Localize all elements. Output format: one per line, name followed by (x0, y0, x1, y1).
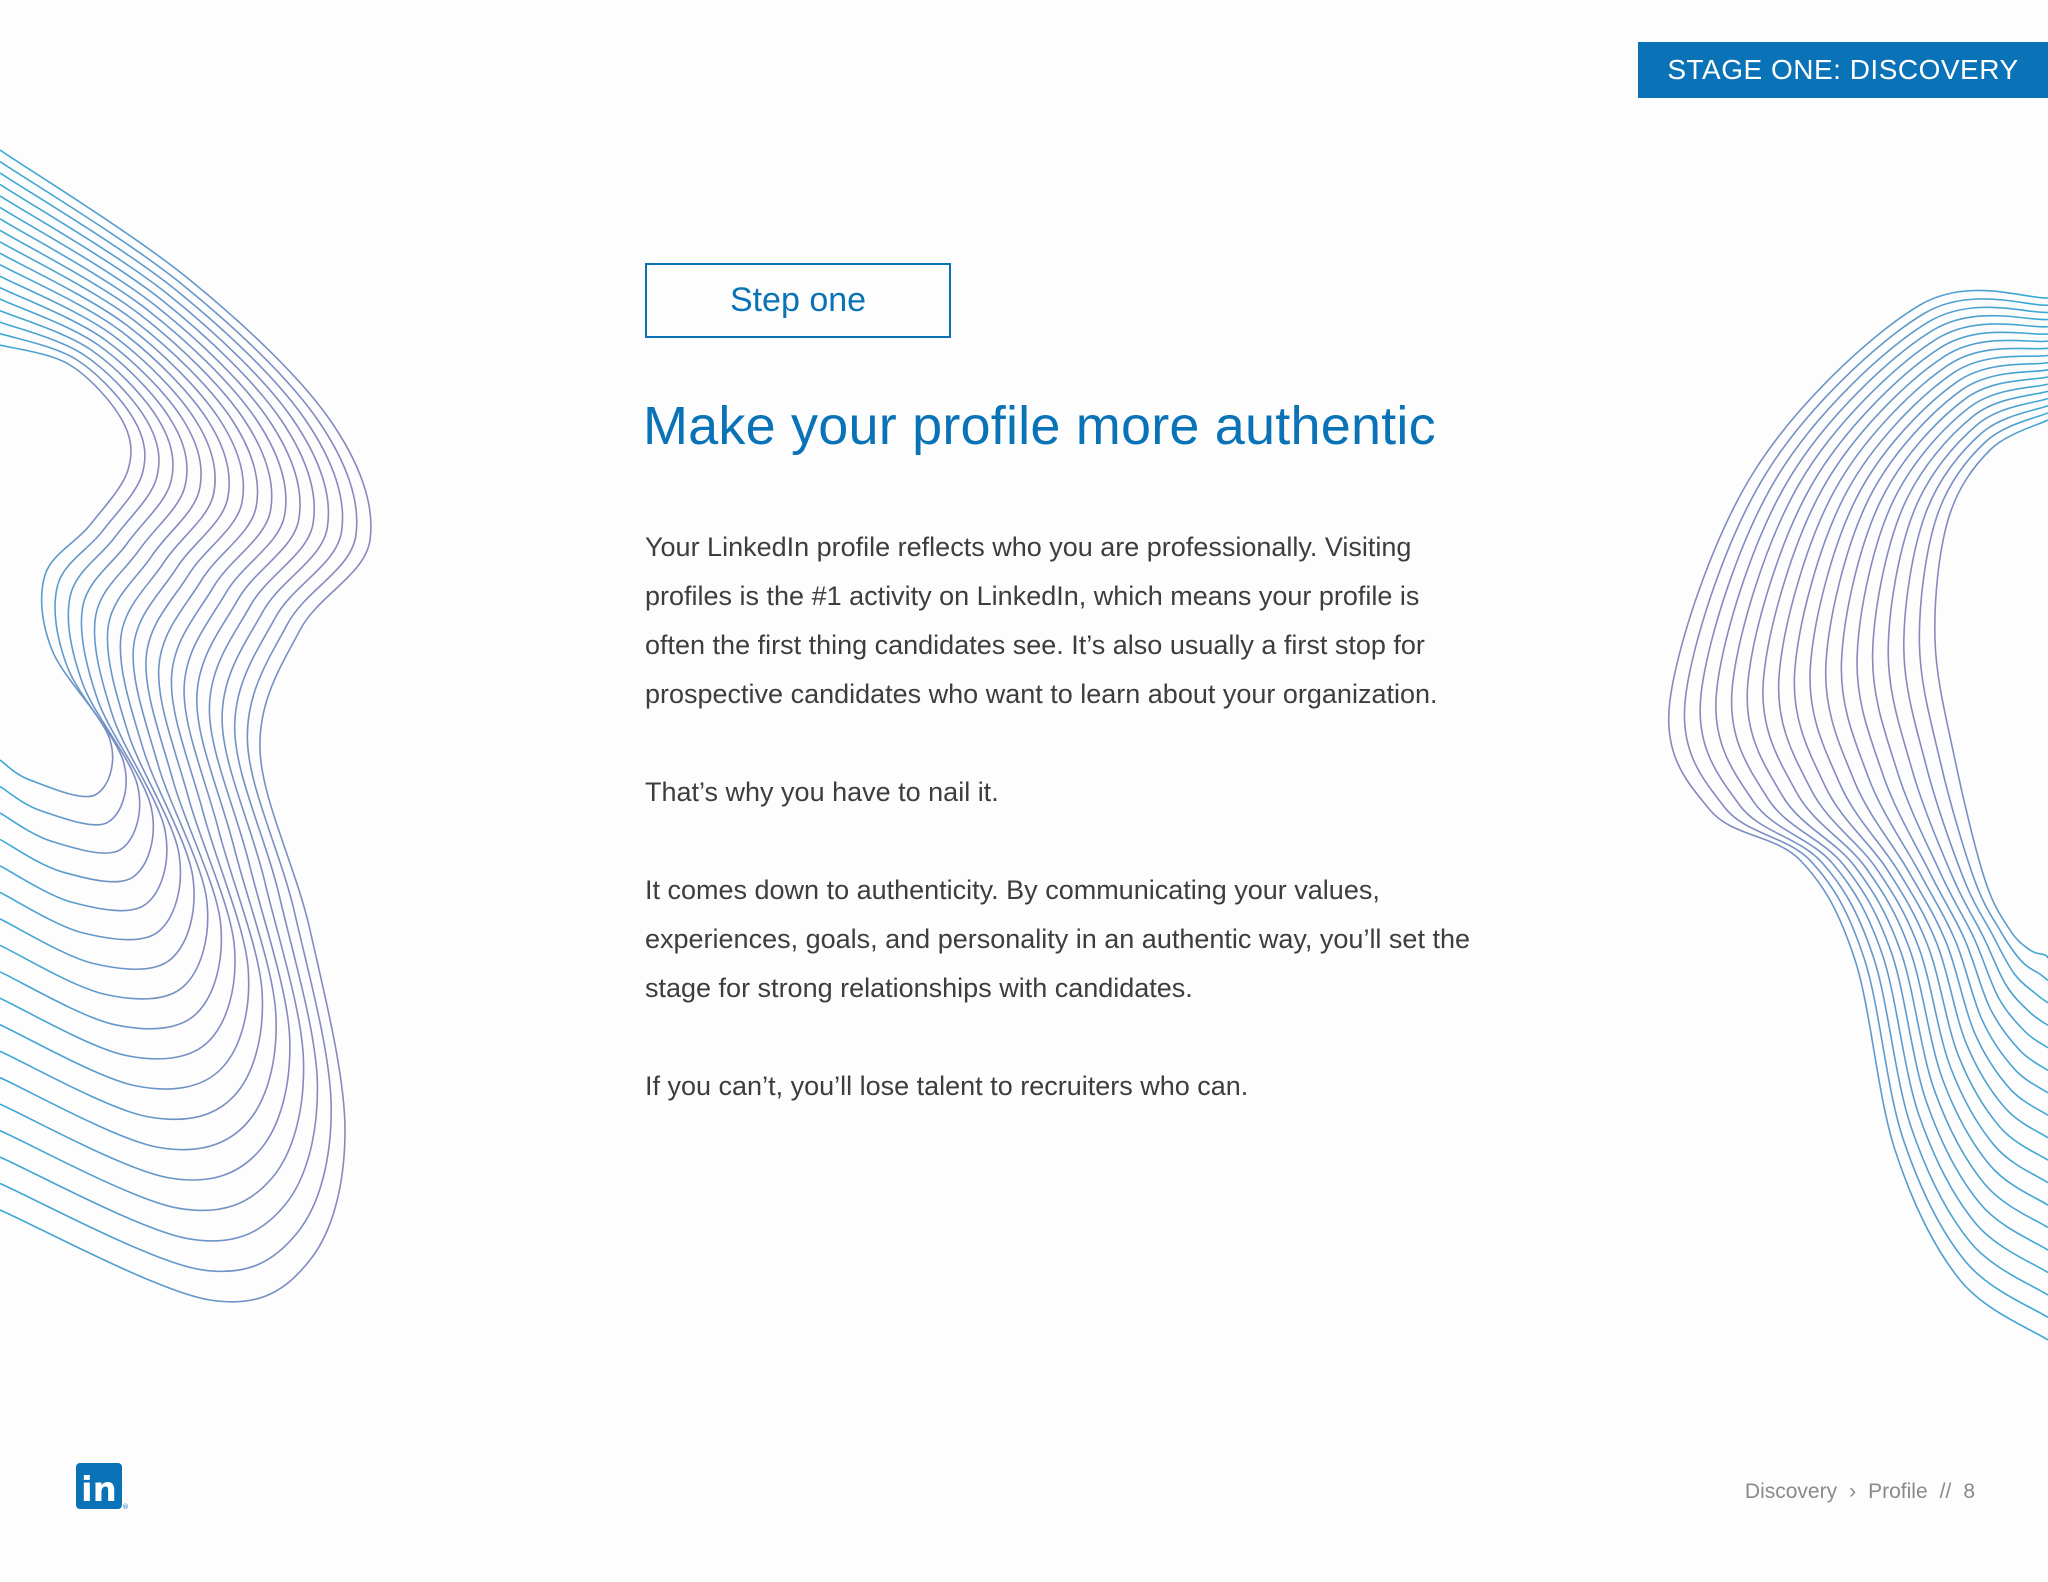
wave-line (0, 322, 159, 853)
paragraph: That’s why you have to nail it. (645, 777, 999, 807)
step-label: Step one (645, 263, 951, 338)
wave-line (0, 288, 201, 940)
wave-line (1841, 377, 2048, 1093)
page-title: Make your profile more authentic (643, 396, 1436, 456)
page-number: 8 (1963, 1480, 1975, 1503)
stage-tab: STAGE ONE: DISCOVERY (1638, 42, 2048, 98)
breadcrumb-separator: › (1849, 1480, 1857, 1503)
breadcrumb-section: Discovery (1744, 1480, 1838, 1503)
breadcrumb-subsection: Profile (1868, 1480, 1928, 1503)
paragraph: If you can’t, you’ll lose talent to recruiters who can. (645, 1071, 1249, 1101)
wave-line (0, 196, 314, 1180)
wave-line (0, 230, 272, 1089)
wave-line (0, 242, 258, 1059)
right-wave-group (1669, 290, 2048, 1340)
paragraph: Your LinkedIn profile reflects who you are professionally. Visiting profiles is the #1 activity on LinkedIn, which means your profile is often the first thing candidates see. It’s also usually a first stop for prospective candidates who want to learn about your organization. (645, 532, 1438, 709)
wave-line (0, 276, 215, 969)
wave-line (1935, 420, 2048, 958)
wave-line (1747, 332, 2048, 1227)
page-divider: // (1939, 1480, 1952, 1503)
logo-letters: in (81, 1470, 117, 1510)
linkedin-logo (76, 1463, 128, 1511)
wave-line (0, 299, 187, 911)
wave-line (0, 173, 343, 1241)
left-wave-group (0, 150, 371, 1302)
body-text (645, 523, 1475, 1160)
wave-line (1763, 340, 2048, 1205)
wave-line (1826, 370, 2048, 1116)
breadcrumb (1745, 1480, 1975, 1504)
wave-line (1810, 363, 2048, 1138)
registered-mark: ® (122, 1503, 129, 1511)
wave-line (1684, 299, 2048, 1318)
wave-line (1919, 413, 2048, 981)
wave-line (1904, 406, 2048, 1003)
paragraph: It comes down to authenticity. By communicating your values, experiences, goals, and personality in an authentic way, you’ll set the stage for strong relationships with candidates. (645, 875, 1470, 1003)
